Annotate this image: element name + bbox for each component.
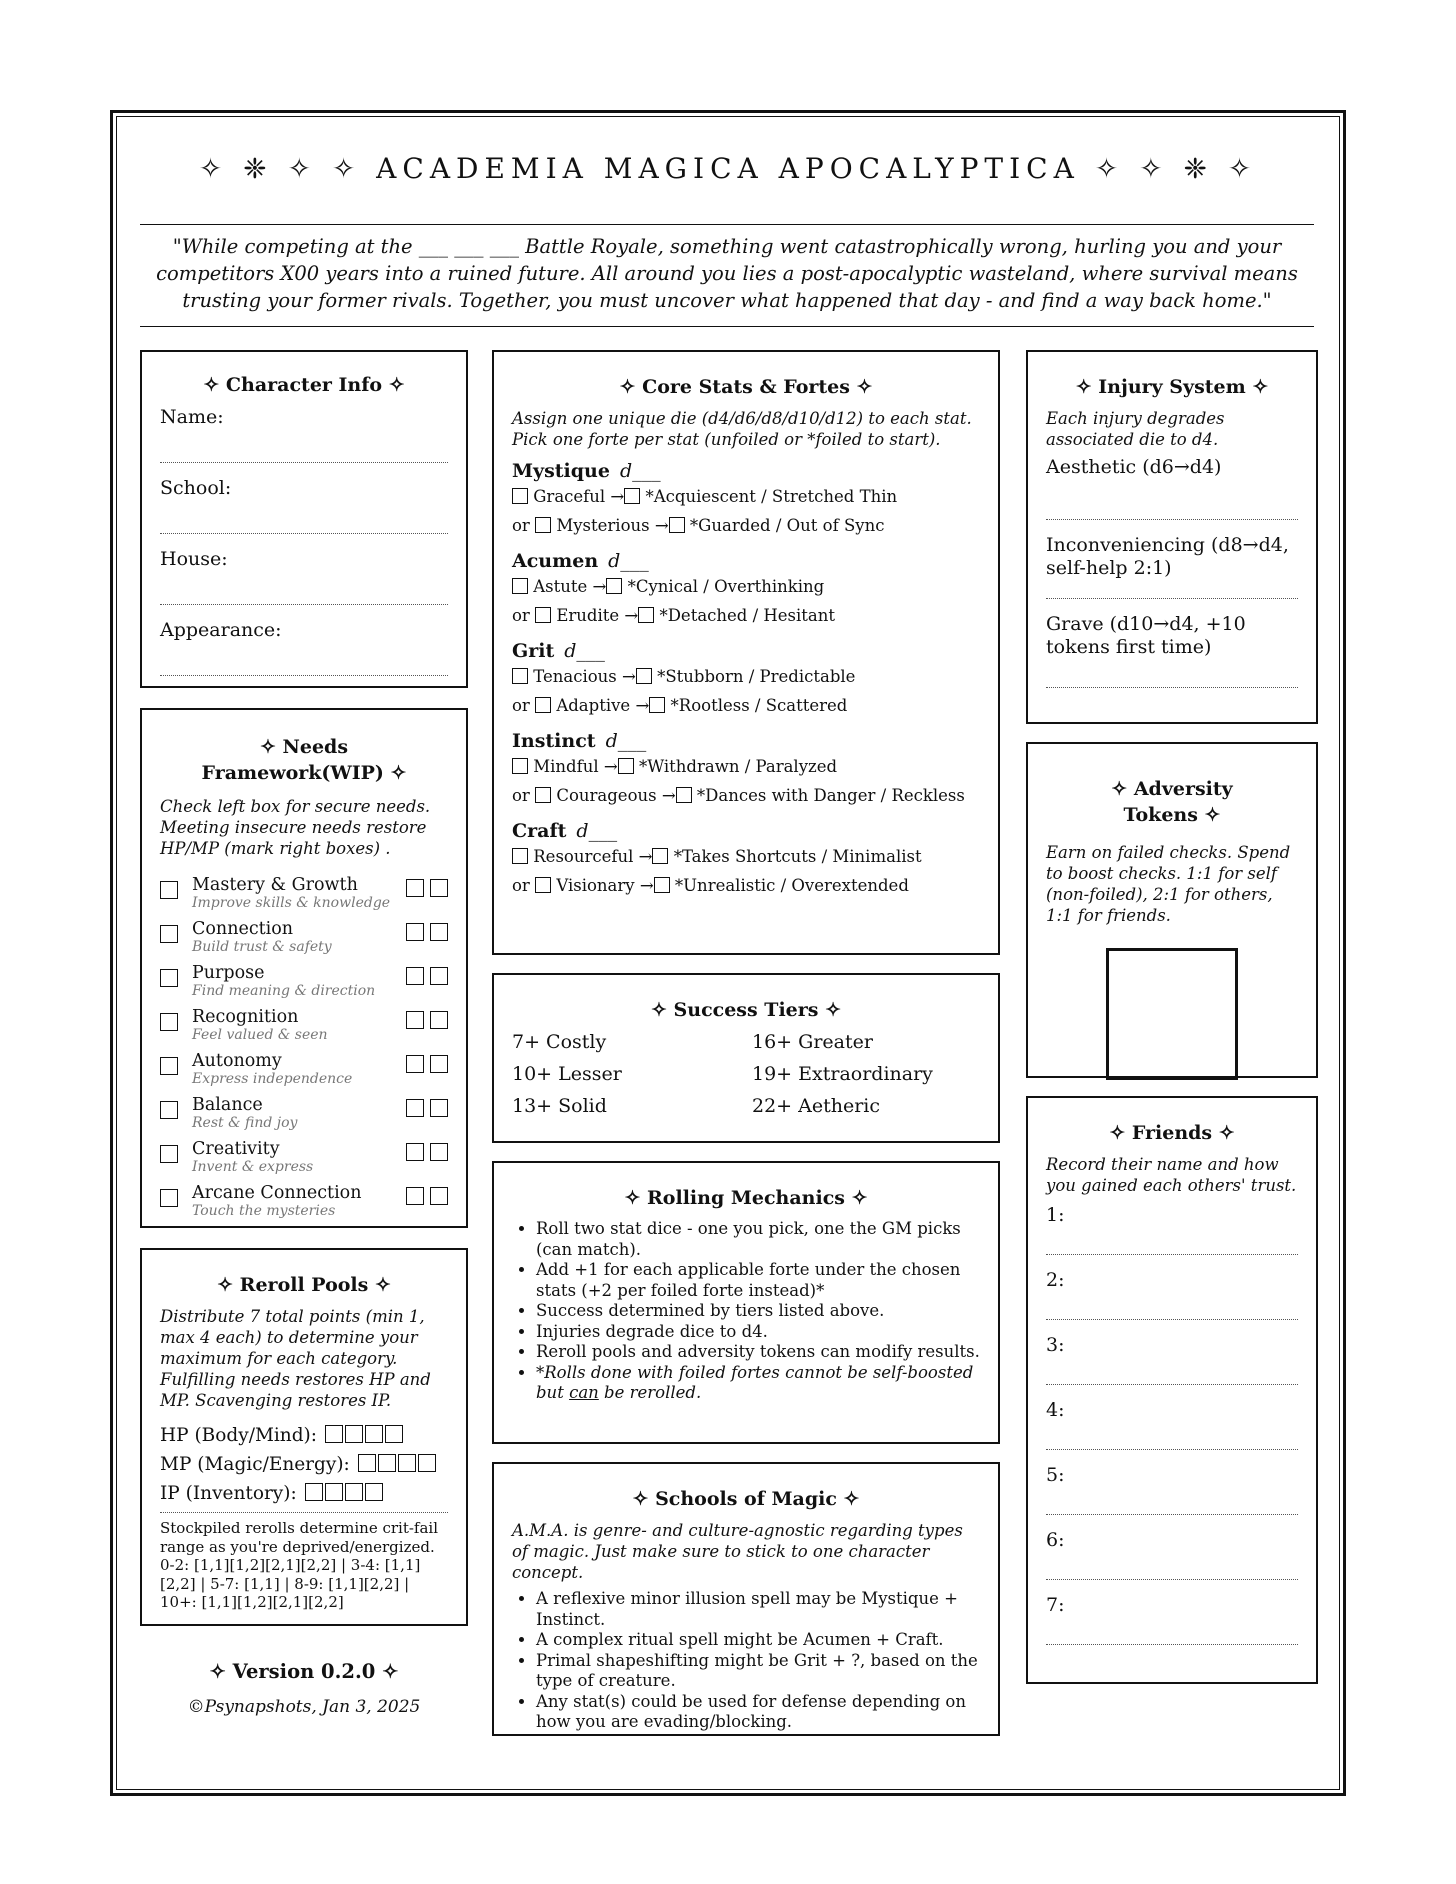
friend-field[interactable] <box>1046 1226 1298 1255</box>
schools-hint: A.M.A. is genre- and culture-agnostic regarding types of magic. Just make sure to stick to one character concept. <box>512 1521 963 1582</box>
tier-item: 7+ Costly <box>512 1031 607 1053</box>
adversity-tokens-section <box>1026 742 1318 1078</box>
forte-checkbox[interactable] <box>512 488 528 504</box>
tier-item: 22+ Aetheric <box>752 1095 881 1117</box>
copyright: ©Psynapshots, Jan 3, 2025 <box>187 1697 421 1717</box>
school-example: • A complex ritual spell might be Acumen + Craft. <box>536 1630 980 1651</box>
hp-checkbox[interactable] <box>385 1425 403 1443</box>
tier-item: 19+ Extraordinary <box>752 1063 933 1085</box>
forte-checkbox[interactable] <box>512 668 528 684</box>
intro-text: "While competing at the ___ ___ ___ Battle Royale, something went catastrophically wrong, hurling you and your competitors X00 years into a ruined future. All around you lies a post-apocalyptic wasteland, where survival means trusting your former rivals. Together, you must uncover what happened that day - and find a way back home." <box>140 224 1314 327</box>
stat-name: Mystique <box>512 460 610 482</box>
injury-field[interactable] <box>1046 479 1298 520</box>
forte-row <box>512 601 980 630</box>
restore-checkbox[interactable] <box>430 923 448 941</box>
need-desc: Feel valued & seen <box>192 1027 328 1043</box>
restore-checkbox[interactable] <box>430 1143 448 1161</box>
mp-checkbox[interactable] <box>398 1454 416 1472</box>
rule-item: • Injuries degrade dice to d4. <box>536 1322 980 1343</box>
die-field[interactable]: d___ <box>605 730 647 752</box>
adversity-hint: Earn on failed checks. Spend to boost checks. 1:1 for self (non-foiled), 2:1 for others, 1:1 for friends. <box>1046 843 1291 925</box>
foiled-checkbox[interactable] <box>652 848 668 864</box>
friend-field[interactable] <box>1046 1356 1298 1385</box>
need-item <box>160 1095 448 1131</box>
foiled-checkbox[interactable] <box>624 488 640 504</box>
forte-label: Mindful → <box>533 757 618 776</box>
foiled-label: *Rootless / Scattered <box>670 696 848 715</box>
stat-craft <box>512 820 980 842</box>
forte-row <box>512 871 980 900</box>
restore-checkbox[interactable] <box>406 923 424 941</box>
restore-checkbox[interactable] <box>430 967 448 985</box>
need-name: Connection <box>192 919 294 939</box>
mp-checkbox[interactable] <box>358 1454 376 1472</box>
secure-checkbox[interactable] <box>160 925 178 943</box>
name-label: Name: <box>160 406 224 428</box>
need-name: Purpose <box>192 963 265 983</box>
restore-checkbox[interactable] <box>430 1099 448 1117</box>
or-label: or <box>512 876 530 895</box>
need-item <box>160 1007 448 1043</box>
need-desc: Improve skills & knowledge <box>192 895 391 911</box>
rule-item: • Reroll pools and adversity tokens can modify results. <box>536 1342 980 1363</box>
secure-checkbox[interactable] <box>160 1101 178 1119</box>
need-desc: Express independence <box>192 1071 353 1087</box>
friend-number: 3: <box>1046 1334 1065 1356</box>
house-field[interactable] <box>160 570 448 605</box>
foiled-label: *Withdrawn / Paralyzed <box>638 757 838 776</box>
forte-checkbox[interactable] <box>512 578 528 594</box>
die-field[interactable]: d___ <box>576 820 618 842</box>
need-name: Creativity <box>192 1139 280 1159</box>
need-item <box>160 919 448 955</box>
friend-number: 7: <box>1046 1594 1065 1616</box>
injury-title: ✧ Injury System ✧ <box>1075 376 1269 398</box>
forte-checkbox[interactable] <box>535 697 551 713</box>
injury-level: Grave (d10→d4, +10 tokens first time) <box>1046 613 1246 658</box>
foiled-checkbox[interactable] <box>654 877 670 893</box>
foiled-checkbox[interactable] <box>638 607 654 623</box>
rule-item: • Add +1 for each applicable forte under the chosen stats (+2 per foiled forte instead)* <box>536 1260 980 1301</box>
die-field[interactable]: d___ <box>564 640 605 662</box>
hp-pool <box>160 1421 448 1450</box>
restore-checkbox[interactable] <box>430 879 448 897</box>
mp-checkbox[interactable] <box>418 1454 436 1472</box>
version-block <box>140 1660 468 1717</box>
school-example: • A reflexive minor illusion spell may be Mystique + Instinct. <box>536 1589 980 1630</box>
secure-checkbox[interactable] <box>160 1013 178 1031</box>
version-label: ✧ Version 0.2.0 ✧ <box>209 1660 399 1683</box>
friend-field[interactable] <box>1046 1291 1298 1320</box>
foiled-label: *Stubborn / Predictable <box>657 667 856 686</box>
forte-checkbox[interactable] <box>535 877 551 893</box>
ip-checkbox[interactable] <box>325 1483 343 1501</box>
adversity-title: ✧ Adversity Tokens ✧ <box>1111 778 1233 826</box>
secure-checkbox[interactable] <box>160 881 178 899</box>
forte-checkbox[interactable] <box>535 517 551 533</box>
tier-item: 13+ Solid <box>512 1095 607 1117</box>
foiled-label: *Acquiescent / Stretched Thin <box>645 487 898 506</box>
schools-of-magic-section <box>492 1462 1000 1736</box>
forte-label: Astute → <box>533 577 607 596</box>
foiled-checkbox[interactable] <box>669 517 685 533</box>
secure-checkbox[interactable] <box>160 969 178 987</box>
stat-grit <box>512 640 980 662</box>
forte-row <box>512 662 980 691</box>
forte-label: Erudite → <box>556 606 639 625</box>
tier-grid <box>512 1031 980 1117</box>
foiled-label: *Dances with Danger / Reckless <box>696 786 965 805</box>
friend-field[interactable] <box>1046 1421 1298 1450</box>
forte-label: Adaptive → <box>556 696 650 715</box>
need-item <box>160 875 448 911</box>
rolling-mechanics-section <box>492 1161 1000 1444</box>
forte-row <box>512 781 980 810</box>
token-counter-box[interactable] <box>1106 948 1238 1080</box>
stat-instinct <box>512 730 980 752</box>
injury-field[interactable] <box>1046 659 1298 688</box>
hp-checkbox[interactable] <box>345 1425 363 1443</box>
need-name: Autonomy <box>192 1051 282 1071</box>
schools-list <box>512 1589 980 1733</box>
forte-label: Courageous → <box>556 786 676 805</box>
rule-item: • Roll two stat dice - one you pick, one the GM picks (can match). <box>536 1219 980 1260</box>
mp-pool <box>160 1450 448 1479</box>
need-item <box>160 1139 448 1175</box>
friend-number: 6: <box>1046 1529 1065 1551</box>
mp-label: MP (Magic/Energy): <box>160 1454 350 1475</box>
hp-checkbox[interactable] <box>365 1425 383 1443</box>
stat-name: Acumen <box>512 550 599 572</box>
restore-checkbox[interactable] <box>406 967 424 985</box>
need-name: Arcane Connection <box>192 1183 362 1203</box>
ip-checkbox[interactable] <box>365 1483 383 1501</box>
success-title: ✧ Success Tiers ✧ <box>651 999 841 1021</box>
forte-row <box>512 752 980 781</box>
friends-hint: Record their name and how you gained each others' trust. <box>1046 1155 1297 1195</box>
or-label: or <box>512 606 530 625</box>
friend-field[interactable] <box>1046 1486 1298 1515</box>
forte-checkbox[interactable] <box>512 848 528 864</box>
needs-title: ✧ Needs Framework(WIP) ✧ <box>201 736 407 784</box>
success-tiers-section <box>492 973 1000 1143</box>
reroll-note: Stockpiled rerolls determine crit-fail range as you're deprived/energized. 0-2: [1,1][1,2][2,1][2,2] | 3-4: [1,1][2,2] | 5-7: [1,1] | 8-9: [1,1][2,2] | 10+: [1,1][1,2][2,1][2,2] <box>160 1519 439 1611</box>
forte-label: Graceful → <box>533 487 625 506</box>
needs-framework-section <box>140 708 468 1228</box>
foiled-checkbox[interactable] <box>618 758 634 774</box>
mp-checkbox[interactable] <box>378 1454 396 1472</box>
friend-number: 1: <box>1046 1204 1065 1226</box>
die-field[interactable]: d___ <box>619 460 661 482</box>
need-name: Recognition <box>192 1007 299 1027</box>
friend-number: 4: <box>1046 1399 1065 1421</box>
or-label: or <box>512 786 530 805</box>
need-name: Balance <box>192 1095 263 1115</box>
appearance-label: Appearance: <box>160 619 282 641</box>
character-info-section <box>140 350 468 688</box>
forte-label: Resourceful → <box>533 847 653 866</box>
rule-item-foiled: • *Rolls done with foiled fortes cannot be self-boosted but can be rerolled. <box>536 1363 980 1404</box>
tier-item: 10+ Lesser <box>512 1063 622 1085</box>
injury-field[interactable] <box>1046 580 1298 599</box>
injury-level: Inconveniencing (d8→d4, self-help 2:1) <box>1046 534 1289 579</box>
injury-level: Aesthetic (d6→d4) <box>1046 456 1222 478</box>
character-info-title: ✧ Character Info ✧ <box>203 374 405 396</box>
reroll-hint: Distribute 7 total points (min 1, max 4 each) to determine your maximum for each category. Fulfilling needs restores HP and MP. Scavenging restores IP. <box>160 1307 431 1410</box>
page-title: ✧ ❈ ✧ ✧ ACADEMIA MAGICA APOCALYPTICA ✧ ✧ ❈ ✧ <box>198 152 1258 185</box>
rule-item: • Success determined by tiers listed above. <box>536 1301 980 1322</box>
forte-label: Tenacious → <box>533 667 636 686</box>
friend-number: 2: <box>1046 1269 1065 1291</box>
forte-row <box>512 842 980 871</box>
need-desc: Touch the mysteries <box>192 1203 336 1219</box>
stat-name: Craft <box>512 820 567 842</box>
foiled-label: *Unrealistic / Overextended <box>674 876 909 895</box>
name-field[interactable] <box>160 428 448 463</box>
stat-name: Grit <box>512 640 555 662</box>
or-label: or <box>512 516 530 535</box>
die-field[interactable]: d___ <box>608 550 649 572</box>
forte-checkbox[interactable] <box>512 758 528 774</box>
injury-hint: Each injury degrades associated die to d4. <box>1046 409 1225 449</box>
stat-acumen <box>512 550 980 572</box>
stat-name: Instinct <box>512 730 596 752</box>
reroll-title: ✧ Reroll Pools ✧ <box>217 1274 391 1296</box>
friend-number: 5: <box>1046 1464 1065 1486</box>
hp-label: HP (Body/Mind): <box>160 1425 318 1446</box>
need-item <box>160 1183 448 1219</box>
forte-row <box>512 572 980 601</box>
secure-checkbox[interactable] <box>160 1189 178 1207</box>
foiled-checkbox[interactable] <box>676 787 692 803</box>
core-stats-title: ✧ Core Stats & Fortes ✧ <box>619 376 873 398</box>
schools-title: ✧ Schools of Magic ✧ <box>632 1488 860 1510</box>
school-field[interactable] <box>160 499 448 534</box>
need-desc: Invent & express <box>192 1159 314 1175</box>
restore-checkbox[interactable] <box>430 1187 448 1205</box>
friend-field[interactable] <box>1046 1551 1298 1580</box>
need-desc: Find meaning & direction <box>192 983 376 999</box>
foiled-checkbox[interactable] <box>636 668 652 684</box>
ip-label: IP (Inventory): <box>160 1483 297 1504</box>
foiled-checkbox[interactable] <box>649 697 665 713</box>
reroll-pools-section <box>140 1248 468 1626</box>
friends-title: ✧ Friends ✧ <box>1109 1122 1235 1144</box>
core-stats-section <box>492 350 1000 955</box>
friend-field[interactable] <box>1046 1616 1298 1645</box>
hp-checkbox[interactable] <box>325 1425 343 1443</box>
secure-checkbox[interactable] <box>160 1145 178 1163</box>
or-label: or <box>512 696 530 715</box>
forte-row <box>512 482 980 511</box>
restore-checkbox[interactable] <box>406 1099 424 1117</box>
injury-system-section <box>1026 350 1318 724</box>
foiled-label: *Guarded / Out of Sync <box>689 516 885 535</box>
ip-checkbox[interactable] <box>305 1483 323 1501</box>
needs-hint: Check left box for secure needs. Meeting insecure needs restore HP/MP (mark right boxes) . <box>160 797 431 858</box>
restore-checkbox[interactable] <box>406 1055 424 1073</box>
friends-section <box>1026 1096 1318 1684</box>
school-example: • Any stat(s) could be used for defense depending on how you are evading/blocking. <box>536 1692 980 1733</box>
appearance-field[interactable] <box>160 641 448 676</box>
rolling-rules <box>512 1219 980 1404</box>
need-desc: Build trust & safety <box>192 939 332 955</box>
forte-row <box>512 511 980 540</box>
ip-pool <box>160 1479 448 1513</box>
need-item <box>160 1051 448 1087</box>
forte-row <box>512 691 980 720</box>
restore-checkbox[interactable] <box>430 1055 448 1073</box>
restore-checkbox[interactable] <box>406 1143 424 1161</box>
foiled-label: *Detached / Hesitant <box>659 606 836 625</box>
foiled-label: *Cynical / Overthinking <box>627 577 825 596</box>
need-item <box>160 963 448 999</box>
school-example: • Primal shapeshifting might be Grit + ?, based on the type of creature. <box>536 1651 980 1692</box>
restore-checkbox[interactable] <box>406 1187 424 1205</box>
restore-checkbox[interactable] <box>430 1011 448 1029</box>
foiled-checkbox[interactable] <box>606 578 622 594</box>
rolling-title: ✧ Rolling Mechanics ✧ <box>624 1187 868 1209</box>
need-desc: Rest & find joy <box>192 1115 298 1131</box>
secure-checkbox[interactable] <box>160 1057 178 1075</box>
stat-mystique <box>512 460 980 482</box>
core-stats-hint: Assign one unique die (d4/d6/d8/d10/d12) to each stat. Pick one forte per stat (unfoiled or *foiled to start). <box>512 409 972 449</box>
tier-item: 16+ Greater <box>752 1031 873 1053</box>
restore-checkbox[interactable] <box>406 879 424 897</box>
forte-label: Visionary → <box>556 876 654 895</box>
forte-checkbox[interactable] <box>535 787 551 803</box>
ip-checkbox[interactable] <box>345 1483 363 1501</box>
need-name: Mastery & Growth <box>192 875 358 895</box>
foiled-label: *Takes Shortcuts / Minimalist <box>673 847 922 866</box>
forte-label: Mysterious → <box>556 516 669 535</box>
forte-checkbox[interactable] <box>535 607 551 623</box>
school-label: School: <box>160 477 232 499</box>
restore-checkbox[interactable] <box>406 1011 424 1029</box>
house-label: House: <box>160 548 228 570</box>
